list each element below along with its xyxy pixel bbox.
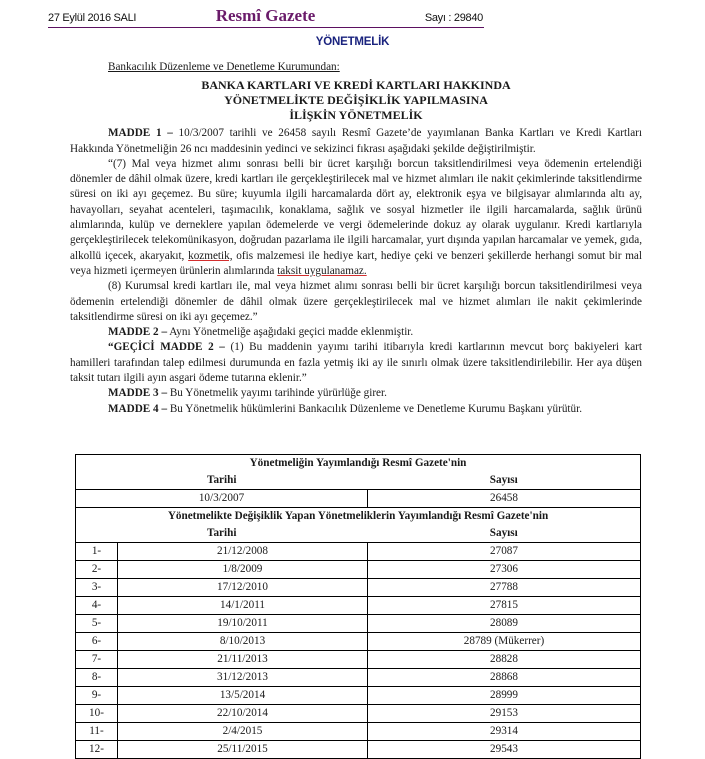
row-date: 14/1/2011 bbox=[118, 597, 368, 615]
row-number: 8- bbox=[76, 669, 118, 687]
article-1 bbox=[70, 126, 642, 157]
col-date-header: Tarihi bbox=[76, 472, 368, 490]
article-text: (1) Bu maddenin yayımı tarihi itibarıyla kredi kartlarının mevcut borç bakiyeleri kart hamilleri tarafından talep edilmesi durumunda en fazla yetmiş iki ay ile sınırlı olmak üzere taksitlendirilebilir. Her aya düşen taksit tutarı ilgili ayın asgari ödeme tutarına eklenir.” bbox=[70, 341, 643, 385]
article-4 bbox=[70, 402, 642, 417]
row-number: 4- bbox=[76, 597, 118, 615]
row-number: 1- bbox=[76, 543, 118, 561]
row-number: 10- bbox=[76, 705, 118, 723]
row-number: 11- bbox=[76, 723, 118, 741]
title-line: YÖNETMELİKTE DEĞİŞİKLİK YAPILMASINA bbox=[224, 93, 488, 108]
article-text: Bu Yönetmelik yayımı tarihinde yürürlüğe girer. bbox=[167, 387, 387, 400]
row-date: 2/4/2015 bbox=[118, 723, 368, 741]
original-heading: Yönetmeliğin Yayımlandığı Resmî Gazete'nin bbox=[76, 455, 641, 473]
article-2 bbox=[70, 325, 642, 340]
table-row bbox=[76, 597, 641, 615]
row-issue-number: 29543 bbox=[368, 741, 641, 759]
row-number: 3- bbox=[76, 579, 118, 597]
row-number: 5- bbox=[76, 615, 118, 633]
paragraph-8: (8) Kurumsal kredi kartları ile, mal veya hizmet alımı sonrası belli bir ücret karşılığı borcun taksitlendirilmesi veya ödemenin ertelendiği dönemler de dâhil olmak üzere gerçekleştirilecek mal ve hizmet alımları ile nakit çekimlerinde taksitlendirme süresi on iki ayı geçemez.” bbox=[70, 280, 642, 323]
row-issue-number: 28999 bbox=[368, 687, 641, 705]
regulation-title bbox=[70, 78, 642, 123]
section-title: YÖNETMELİK bbox=[315, 36, 390, 48]
article-text: Bu Yönetmelik hükümlerini Bankacılık Düzenleme ve Denetleme Kurumu Başkanı yürütür. bbox=[167, 402, 583, 415]
row-number: 6- bbox=[76, 633, 118, 651]
row-issue-number: 27815 bbox=[368, 597, 641, 615]
title-line: İLİŞKİN YÖNETMELİK bbox=[289, 108, 423, 123]
issue-date: 27 Eylül 2016 SALI bbox=[48, 12, 137, 24]
row-issue-number: 29153 bbox=[368, 705, 641, 723]
paragraph-text: “(7) Mal veya hizmet alımı sonrası belli bir ücret karşılığı borcun taksitlendirilmesi veya ödemenin ertelendiği dönemler de dâhil olmak üzere, kredi kartları ile gerçekleştirilecek mal ve hizmet alımları ile nakit çekimlerinde taksitlendirme süresi on iki ayı geçemez. Bu süre; kuyumla ilgili harcamalarda dört ay, elektronik eşya ve bilgisayar alımlarında altı ay, havayolları, seyahat acenteleri, taşımacılık, konaklama, sağlık ve sosyal hizmetler ile ilgili harcamalarda, sağlık ürünü alımlarında, kulüp ve derneklere yapılan ödemelerde ve vergi ödemelerinde dokuz ay olarak uygulanır. Kredi kartlarıyla gerçekleştirilecek telekomünikasyon, doğrudan pazarlama ile ilgili harcamalar, yurt dışında yapılan harcamalar ve yemek, gıda, alkollü içecek, akaryakıt, bbox=[70, 157, 642, 262]
row-issue-number: 28089 bbox=[368, 615, 641, 633]
row-number: 7- bbox=[76, 651, 118, 669]
row-issue-number: 27306 bbox=[368, 561, 641, 579]
row-issue-number: 29314 bbox=[368, 723, 641, 741]
row-number: 9- bbox=[76, 687, 118, 705]
table-row bbox=[76, 543, 641, 561]
article-label: MADDE 2 – bbox=[108, 326, 168, 339]
original-number: 26458 bbox=[368, 490, 641, 508]
article-text: 10/3/2007 tarihli ve 26458 sayılı Resmî Gazete’de yayımlanan Banka Kartları ve Kredi Kartları Hakkında Yönetmeliğin 26 ncı maddesinin yedinci ve sekizinci fıkrası aşağıdaki şekilde değiştirilmiştir. bbox=[70, 127, 642, 155]
row-date: 25/11/2015 bbox=[118, 741, 368, 759]
issuer: Bankacılık Düzenleme ve Denetleme Kurumundan: bbox=[108, 61, 340, 73]
paragraph-7 bbox=[70, 157, 642, 279]
article-label: MADDE 3 – bbox=[108, 387, 168, 400]
table-row bbox=[76, 687, 641, 705]
table-row bbox=[76, 579, 641, 597]
row-date: 22/10/2014 bbox=[118, 705, 368, 723]
table-row bbox=[76, 615, 641, 633]
col-number-header: Sayısı bbox=[368, 472, 641, 490]
original-date: 10/3/2007 bbox=[76, 490, 368, 508]
row-issue-number: 28828 bbox=[368, 651, 641, 669]
spellcheck-underline: taksit uygulanamaz. bbox=[277, 264, 367, 277]
article-text: Aynı Yönetmeliğe aşağıdaki geçici madde eklenmiştir. bbox=[167, 326, 414, 339]
table-row bbox=[76, 741, 641, 759]
row-issue-number: 28868 bbox=[368, 669, 641, 687]
paragraph-text: ofis malzemesi ile hediye kart, hediye çeki ve benzeri şekillerde herhangi somut bir mal veya hizmeti içermeyen ürünlerin alımlarında bbox=[70, 249, 642, 277]
table-row bbox=[76, 651, 641, 669]
row-issue-number: 27788 bbox=[368, 579, 641, 597]
col-number-header: Sayısı bbox=[368, 525, 641, 543]
table-row bbox=[76, 669, 641, 687]
header-divider bbox=[48, 27, 484, 28]
regulation-body bbox=[70, 60, 642, 417]
row-date: 17/12/2010 bbox=[118, 579, 368, 597]
provisional-article-2 bbox=[70, 340, 642, 386]
table-row bbox=[76, 633, 641, 651]
spellcheck-underline: kozmetik, bbox=[188, 249, 233, 262]
table-row bbox=[76, 561, 641, 579]
row-issue-number: 28789 (Mükerrer) bbox=[368, 633, 641, 651]
table-heading-row bbox=[76, 455, 641, 473]
row-issue-number: 27087 bbox=[368, 543, 641, 561]
table-heading-row bbox=[76, 508, 641, 526]
article-label: MADDE 4 – bbox=[108, 402, 168, 415]
row-date: 1/8/2009 bbox=[118, 561, 368, 579]
table-row bbox=[76, 490, 641, 508]
issue-number: Sayı : 29840 bbox=[424, 12, 483, 24]
row-date: 8/10/2013 bbox=[118, 633, 368, 651]
row-date: 13/5/2014 bbox=[118, 687, 368, 705]
row-date: 31/12/2013 bbox=[118, 669, 368, 687]
row-number: 2- bbox=[76, 561, 118, 579]
publication-table bbox=[75, 454, 641, 759]
row-date: 19/10/2011 bbox=[118, 615, 368, 633]
row-number: 12- bbox=[76, 741, 118, 759]
col-date-header: Tarihi bbox=[76, 525, 368, 543]
article-label: MADDE 1 – bbox=[108, 127, 173, 140]
table-row bbox=[76, 705, 641, 723]
row-date: 21/11/2013 bbox=[118, 651, 368, 669]
amend-heading: Yönetmelikte Değişiklik Yapan Yönetmeliklerin Yayımlandığı Resmî Gazete'nin bbox=[76, 508, 641, 526]
article-3 bbox=[70, 386, 642, 401]
article-label: “GEÇİCİ MADDE 2 – bbox=[108, 341, 225, 354]
table-row bbox=[76, 723, 641, 741]
table-column-row bbox=[76, 525, 641, 543]
row-date: 21/12/2008 bbox=[118, 543, 368, 561]
title-line: BANKA KARTLARI VE KREDİ KARTLARI HAKKINDA bbox=[201, 78, 511, 93]
gazette-title: Resmî Gazete bbox=[215, 6, 316, 25]
table-column-row bbox=[76, 472, 641, 490]
